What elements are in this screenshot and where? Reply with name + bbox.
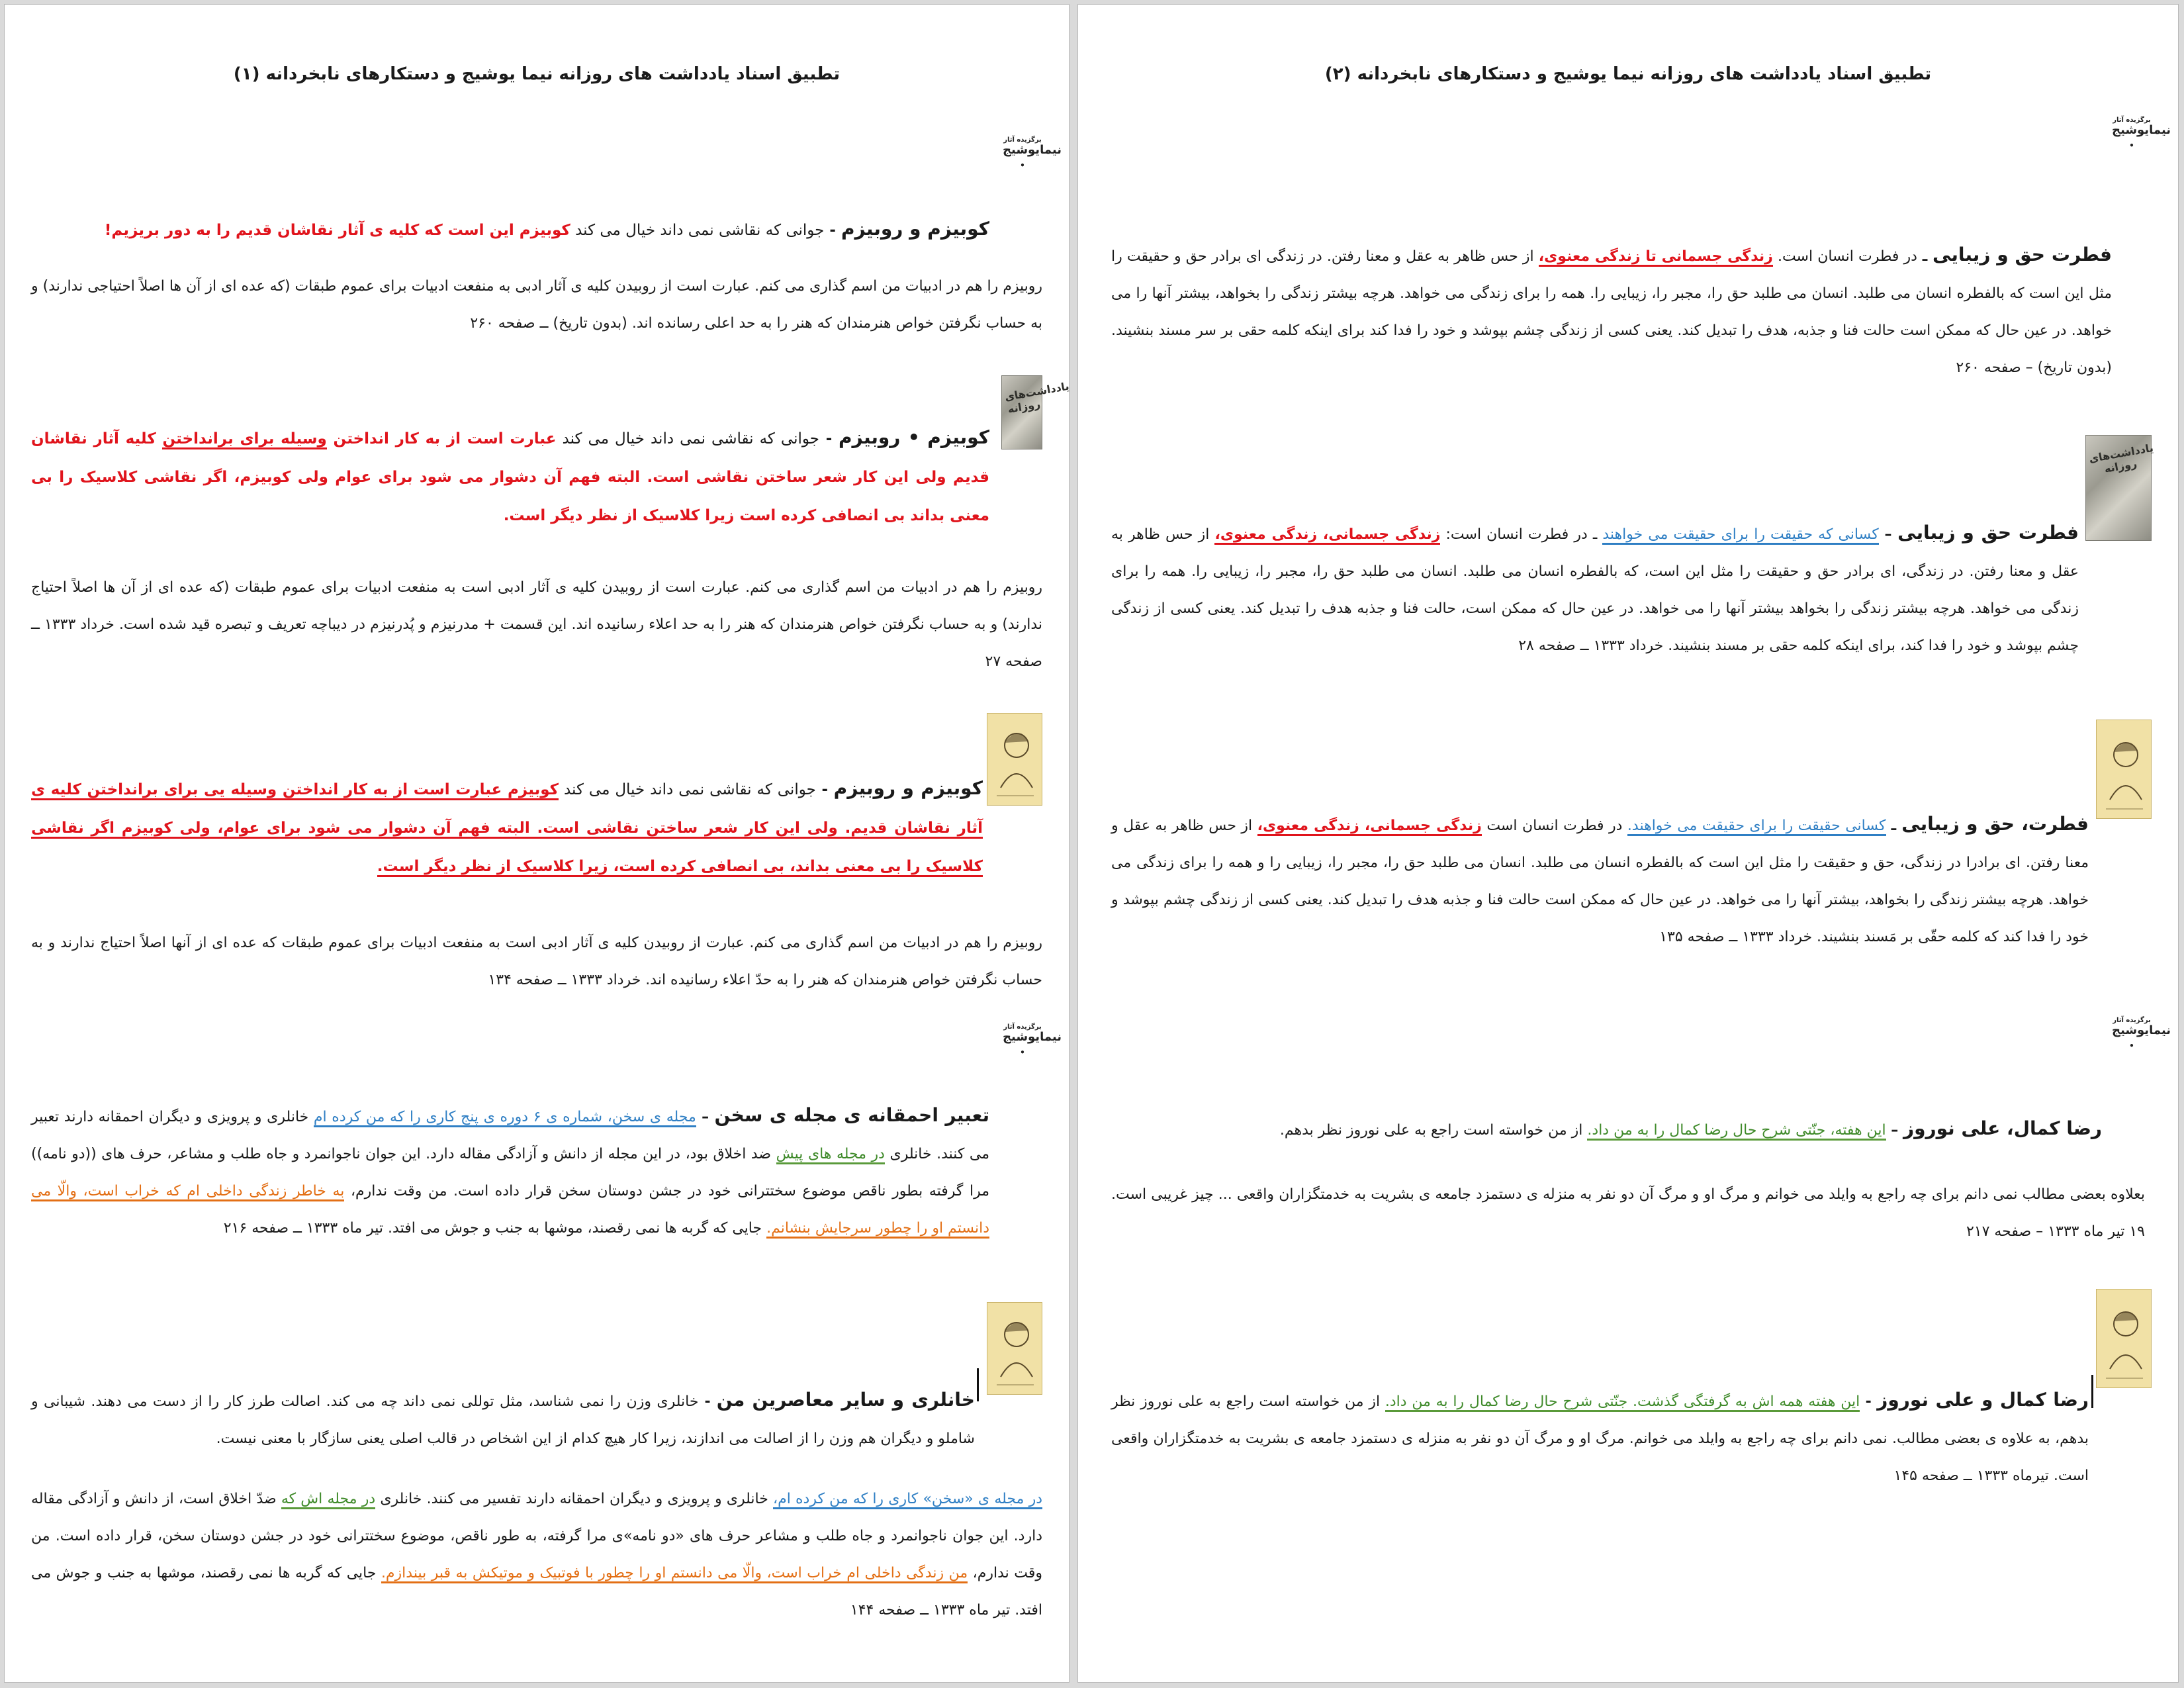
highlight-red-underlined: وسیله برای برانداختن	[162, 430, 326, 449]
portrait-thumbnail	[987, 713, 1042, 806]
highlight-green: این هفته، جنّتی شرح حال رضا کمال را به من داد.	[1587, 1122, 1886, 1141]
portrait-thumbnail	[987, 1302, 1042, 1395]
entry-cubism-1	[31, 210, 989, 259]
highlight-blue: مجله ی سخن، شماره ی ۶ دوره ی پنج کاری را که من کرده ام	[314, 1109, 696, 1127]
entry-body: بعلاوه بعضی مطالب نمی دانم برای چه راجع به وایلد می خوانم و مرگ او و مرگ آن دو نفر به منزله ی دستمزد جامعه ی بشریت به خدمتگزاران واقعی ... چیز غریبی است. ۱۹ تیر ماه ۱۳۳۳ – صفحه ۲۱۷	[1111, 1186, 2145, 1240]
page-title: تطبیق اسناد یادداشت های روزانه نیما یوشیج و دستکارهای نابخردانه (۱)	[233, 64, 841, 84]
book-logo-thumbnail: برگزیده آثار نیمایوشیج •	[2112, 1017, 2171, 1051]
entry-reza-kamal-2: رضا کمال و علی نوروز - این هفته همه اش به گرفتگی گذشت. جنّتی شرح حال رضا کمال را به من داد. از من خواسته است راجع به علی نوروز نظر بدهم، به علاوه ی بعضی مطالب. نمی دانم برای چه راجع به وایلد می خوانم. مرگ او و مرگ آن دو نفر به منزله ی دستمزد جامعه ی بشریت به خدمتگزاران واقعی است. تیرماه ۱۳۳۳ ــ صفحه ۱۴۵	[1111, 1389, 2089, 1484]
entry-body: روبیزم را هم در ادبیات من اسم گذاری می کنم. عبارت است از روبیدن کلیه ی آثار ادبی است به منفعت ادبیات برای عموم طبقات (که عده ای از آن ها اصلاً احتیاج ندارند) و به حساب نگرفتن خواص هنرمندان که هنر را به حد اعلاء رسانیده اند. این قسمت + مدرنیزم و پُدرنیزم در دیباچه تعریف و تبصره قید شده است. خرداد ۱۳۳۳ ــ صفحه ۲۷	[31, 579, 1042, 670]
entry-fitrat-1: فطرت حق و زیبایی ـ در فطرت انسان است. زندگی جسمانی تا زندگی معنوی، از حس ظاهر به عقل و معنا رفتن. در زندگی ای برادر حق و حقیقت را مثل این است که بالفطره انسان می طلبد. انسان می طلبد حق را، مجبر را، زیبایی را. همه را برای زندگی می خواهد. هرچه بیشتر زندگی را بخواهد، بیشتر آنها را می خواهد. در عین حال که ممکن است حالت فنا و جذبه، هدف را تبدیل کند. یعنی کسی از زندگی چشم بپوشد و خود را فدا کند برای اینکه کلمه حقی بر سر مسند بنشیند. (بدون تاریخ) – صفحه ۲۶۰	[1111, 244, 2112, 376]
highlight-red: کوبیزم این است که کلیه ی آثار نقاشان قدیم را به دور بریزیم!	[104, 222, 570, 239]
entry-heading: کوبیزم • روبیزم	[839, 426, 989, 448]
entry-heading: رضا کمال، علی نوروز	[1903, 1117, 2102, 1139]
entry-heading: کوبیزم و روبیزم	[833, 777, 983, 799]
text-cursor-mark	[2091, 1375, 2093, 1408]
entry-cubism-2: کوبیزم • روبیزم - جوانی که نقاشی نمی داند خیال می کند عبارت است از به کار انداختن وسیله برای برانداختن کلیه آثار نقاشان قدیم ولی این کار شعر ساختن نقاشی است. البته فهم آن دشوار می شود برای عوام ولی کوبیزم، اگر نقاشی کلاسیک را بی معنی بداند بی انصافی کرده است زیرا کلاسیک از نظر دیگر است.	[31, 426, 989, 524]
scanned-page-thumbnail: یادداشت‌های روزانه	[2085, 435, 2152, 541]
portrait-sketch-icon	[2097, 1289, 2152, 1389]
entry-fitrat-2: فطرت حق و زیبایی – کسانی که حقیقت را برای حقیقت می خواهند ـ در فطرت انسان است: زندگی جسمانی، زندگی معنوی، از حس ظاهر به عقل و معنا رفتن. در زندگی، ای برادر حق و حقیقت را مثل این است، که بالفطره انسان می طلبد. انسان می طلبد حق را، مجبر را، زیبایی را. همه را برای زندگی می خواهد. هرچه بیشتر زندگی را بخواهد بیشتر آنها را می خواهد. در عین حال که ممکن است، حالت فنا و جذبه هدف را تبدیل کند. یعنی کسی از زندگی چشم بپوشد و خود را فدا کند، برای اینکه کلمه حقی بر مسند بنشیند. خرداد ۱۳۳۳ ــ صفحه ۲۸	[1111, 522, 2079, 654]
entry-cubism-3: کوبیزم و روبیزم - جوانی که نقاشی نمی داند خیال می کند کوبیزم عبارت است از به کار انداختن وسیله یی برای برانداختن کلیه ی آثار نقاشان قدیم. ولی این کار شعر ساختن نقاشی است. البته فهم آن دشوار می شود برای عوام، ولی کوبیزم اگر نقاشی کلاسیک را بی معنی بداند، بی انصافی کرده است، زیرا کلاسیک از نظر دیگر است.	[31, 769, 983, 895]
entry-body: روبیزم را هم در ادبیات من اسم گذاری می کنم. عبارت است از روبیدن کلیه ی آثار ادبی به منفعت ادبیات برای عموم طبقات (که عده ای از آن ها اصلاً احتیاجی ندارند) و به حساب نگرفتن خواص هنرمندان که هنر را به حد اعلی رسانده اند. (بدون تاریخ) ــ صفحه ۲۶۰	[31, 278, 1042, 332]
entry-khanlari: خانلری و سایر معاصرین من - خانلری وزن را نمی شناسد، مثل توللی نمی داند چه می کند. اصالت طرز کار را از دست می دهند. شیبانی و شاملو و دیگران هم وزن را از اصالت می اندازند، زیرا کار هیچ کدام از این اشخاص در قالب اصلی یعنی سازگار با معنی نیست.	[31, 1389, 975, 1447]
entry-body: روبیزم را هم در ادبیات من اسم گذاری می کنم. عبارت از روبیدن کلیه ی آثار ادبی است به منفعت ادبیات برای عموم طبقات که عده ای از آنها اصلاً احتیاج ندارند و به حساب نگرفتن خواص هنرمندان که هنر را به حدّ اعلاء رسانیده اند. خرداد ۱۳۳۳ ــ صفحه ۱۳۴	[31, 935, 1042, 988]
scanned-page-thumbnail: یادداشت‌های روزانه	[1001, 375, 1042, 449]
entry-heading: فطرت، حق و زیبایی	[1901, 813, 2089, 835]
entry-reza-kamal-1: رضا کمال، علی نوروز – این هفته، جنّتی شرح حال رضا کمال را به من داد. از من خواسته است راجع به علی نوروز نظر بدهم.	[1279, 1117, 2102, 1139]
book-logo-thumbnail: برگزیده آثار نیمایوشیج •	[2112, 117, 2171, 151]
page-title: تطبیق اسناد یادداشت های روزانه نیما یوشیج و دستکارهای نابخردانه (۲)	[1324, 64, 1932, 84]
entry-paragraph: کوبیزم و روبیزم - جوانی که نقاشی نمی داند خیال می کند کوبیزم این است که کلیه ی آثار نقاشان قدیم را به دور بریزیم!	[104, 218, 989, 240]
highlight-green: در مجله اش که	[281, 1491, 375, 1509]
entry-fitrat-3: فطرت، حق و زیبایی ـ کسانی حقیقت را برای حقیقت می خواهند. در فطرت انسان است زندگی جسمانی، زندگی معنوی، از حس ظاهر به عقل و معنا رفتن. ای برادرا در زندگی، حق و حقیقت را مثل این است که بالفطره انسان می طلبد. انسان می طلبد حق را، مجبر را، زیبایی را و همه را برای زندگی می خواهد. هرچه بیشتر زندگی را بخواهد، بیشتر آنها را می خواهد. در عین حال که ممکن است حالت فنا و جذبه هدف را تبدیل کند. یعنی کسی از زندگی چشم بپوشد و خود را فدا کند که کلمه حقّی بر مَسند بنشیند. خرداد ۱۳۳۳ ــ صفحه ۱۳۵	[1111, 813, 2089, 945]
document-page-2	[1077, 4, 2179, 1683]
highlight-orange: به خاطر زندگی داخلی ام که خراب است، والّا می دانستم او را چطور سرجایش بنشانم.	[31, 1183, 989, 1239]
highlight-red: زندگی جسمانی، زندگی معنوی،	[1214, 526, 1440, 545]
entry-heading: رضا کمال و علی نوروز	[1877, 1389, 2089, 1411]
portrait-thumbnail	[2096, 720, 2152, 819]
highlight-blue: در مجله ی «سخن» کاری را که من کرده ام،	[773, 1491, 1042, 1509]
highlight-red: زندگی جسمانی تا زندگی معنوی،	[1539, 248, 1773, 267]
entry-heading: فطرت حق و زیبایی	[1933, 244, 2112, 265]
entry-body: در مجله ی «سخن» کاری را که من کرده ام، خانلری و پرویزی و دیگران احمقانه دارند تفسیر می کنند. خانلری در مجله اش که ضدّ اخلاق است، از دانش و آزادگی مقاله دارد. این جوان ناجوانمرد و جاه طلب و مشاعر حرف های «دو نامه»ی مرا گرفته، به طور ناقص، موضوع سختترانی خود در جشن دوستان سخن، قرار داده است. من وقت ندارم، من زندگی داخلی ام خراب است، والّا می دانستم او را چطور با فوتبیک و موتیکش به قبر بیندازم. جایی که گربه ها نمی رقصند، موشها به جنب و جوش می افتد. تیر ماه ۱۳۳۳ ــ صفحه ۱۴۴	[31, 1491, 1042, 1618]
text-cursor-mark	[977, 1368, 979, 1401]
entry-sokhan: تعبیر احمقانه ی مجله ی سخن – مجله ی سخن، شماره ی ۶ دوره ی پنج کاری را که من کرده ام خانلری و پرویزی و دیگران احمقانه دارند تعبیر می کنند. خانلری در مجله های پیش ضد اخلاق بود، در این مجله از دانش و آزادگی مقاله دارد. این جوان ناجوانمرد و جاه طلب و مشاعر، حرف های ((دو نامه)) مرا گرفته بطور ناقص موضوع سختترانی خود در جشن دوستان سخن قرار داده است. من وقت ندارم، به خاطر زندگی داخلی ام که خراب است، والّا می دانستم او را چطور سرجایش بنشانم. جایی که گربه ها نمی رقصند، موشها به جنب و جوش می افتد. تیر ماه ۱۳۳۳ ــ صفحه ۲۱۶	[31, 1097, 989, 1256]
book-logo-thumbnail: برگزیده آثار نیمایوشیج •	[1003, 1023, 1062, 1058]
highlight-red: کلیه آثار نقاشان قدیم ولی این کار شعر ساختن نقاشی است. البته فهم آن دشوار می شود برای عوام ولی کوبیزم، اگر نقاشی کلاسیک را بی معنی بداند بی انصافی کرده است زیرا کلاسیک از نظر دیگر است.	[31, 430, 989, 524]
highlight-orange: من زندگی داخلی ام خراب است، والّا می دانستم او را چطور با فوتبیک و موتیکش به قبر بیندازم.	[381, 1565, 968, 1583]
document-page-1	[4, 4, 1069, 1683]
highlight-red: زندگی جسمانی، زندگی معنوی،	[1257, 818, 1482, 836]
highlight-green: در مجله های پیش	[776, 1146, 885, 1164]
highlight-red: عبارت است از به کار انداختن	[326, 430, 557, 447]
portrait-sketch-icon	[987, 714, 1043, 806]
book-logo-thumbnail: برگزیده آثار نیمایوشیج •	[1003, 136, 1062, 171]
portrait-sketch-icon	[987, 1303, 1043, 1395]
highlight-blue: کسانی که حقیقت را برای حقیقت می خواهند	[1602, 526, 1878, 545]
entry-heading: کوبیزم و روبیزم	[841, 218, 989, 240]
portrait-sketch-icon	[2097, 720, 2152, 820]
entry-heading: خانلری و سایر معاصرین من	[716, 1389, 975, 1411]
entry-heading: تعبیر احمقانه ی مجله ی سخن	[714, 1104, 989, 1126]
highlight-blue: کسانی حقیقت را برای حقیقت می خواهند.	[1627, 818, 1886, 836]
highlight-red-underlined: کوبیزم عبارت است از به کار انداختن وسیله یی برای برانداختن کلیه ی آثار نقاشان قدیم. ولی این کار شعر ساختن نقاشی است. البته فهم آن دشوار می شود برای عوام، ولی کوبیزم اگر نقاشی کلاسیک را بی معنی بداند، بی انصافی کرده است، زیرا کلاسیک از نظر دیگر است.	[31, 781, 983, 877]
portrait-thumbnail	[2096, 1289, 2152, 1388]
highlight-green: این هفته همه اش به گرفتگی گذشت. جنّتی شرح حال رضا کمال را به من داد.	[1385, 1393, 1860, 1412]
entry-heading: فطرت حق و زیبایی	[1897, 522, 2079, 543]
